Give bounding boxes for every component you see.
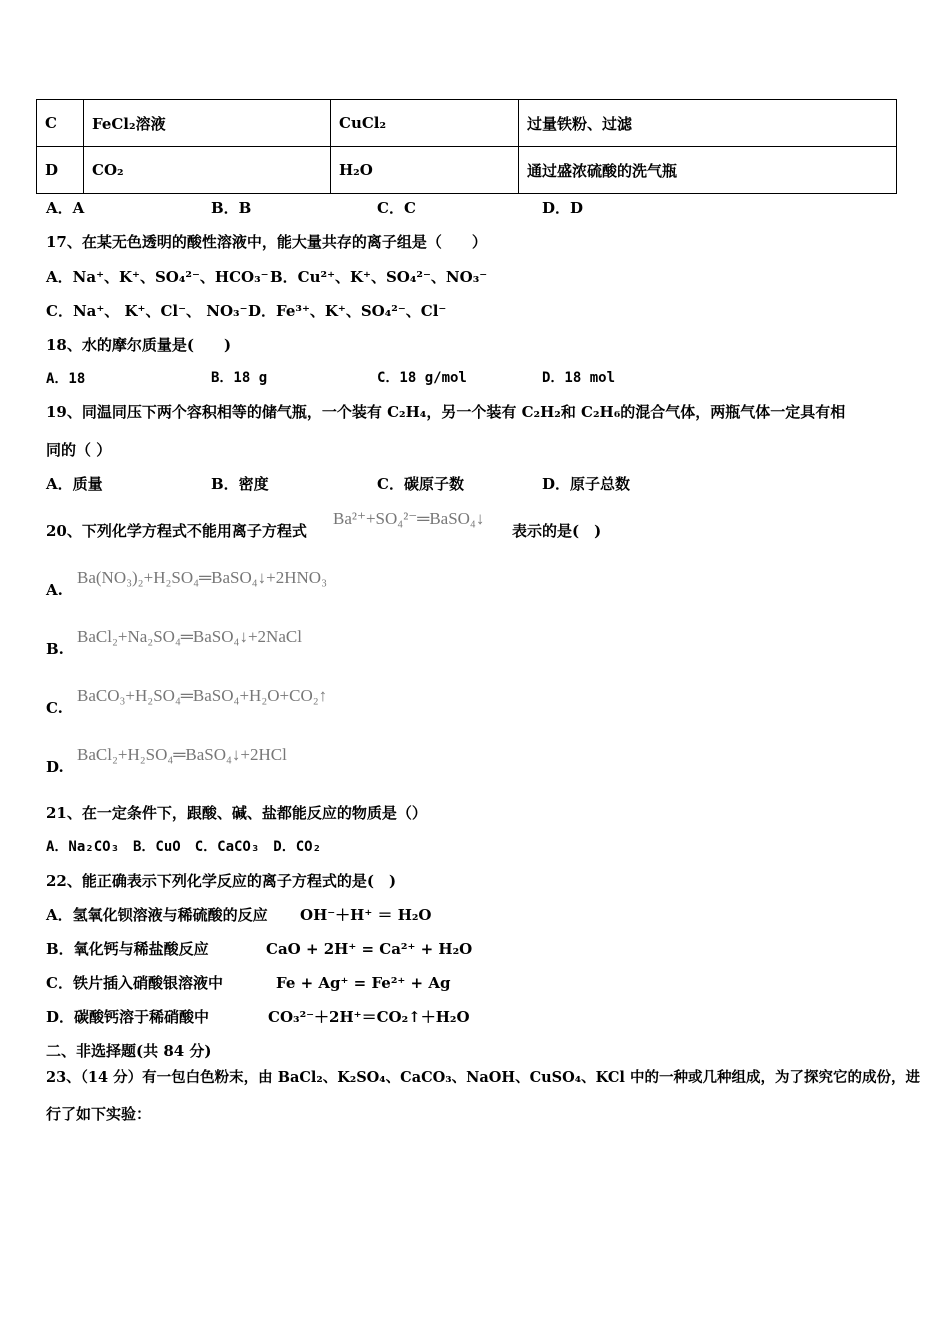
q21-options: A．Na₂CO₃ B．CuO C．CaCO₃ D．CO₂ [46,839,322,855]
q20-ionic-equation: Ba²⁺+SO₄²⁻═BaSO₄↓ [333,509,485,528]
q22-stem: 22、能正确表示下列化学反应的离子方程式的是( ) [46,872,397,890]
q22-option-c-label: C．铁片插入硝酸银溶液中 [46,974,223,992]
q17-option-a: A．Na⁺、K⁺、SO₄²⁻、HCO₃⁻ [46,268,269,286]
table-row [37,147,897,194]
q17-option-c: C．Na⁺、 K⁺、Cl⁻、 NO₃⁻ [46,302,248,320]
q20-equation-a: Ba(NO₃)₂+H₂SO₄═BaSO₄↓+2HNO₃ [77,568,327,587]
row-option: C [37,100,84,147]
row-impurity: CuCl₂ [331,100,519,147]
q18-option-d: D．18 mol [542,370,616,386]
row-method: 过量铁粉、过滤 [519,100,897,147]
table-row [37,100,897,147]
q16-option-d: D．D [542,199,584,217]
q20-label-c: C. [46,699,63,717]
q17-option-d: D．Fe³⁺、K⁺、SO₄²⁻、Cl⁻ [248,302,447,320]
q18-option-c: C．18 g/mol [377,370,467,386]
q22-option-d-label: D．碳酸钙溶于稀硝酸中 [46,1008,210,1026]
q18-option-b: B．18 g [211,370,268,386]
q16-option-c: C．C [377,199,416,217]
q20-equation-d: BaCl₂+H₂SO₄═BaSO₄↓+2HCl [77,745,287,764]
q18-stem: 18、水的摩尔质量是( ) [46,336,232,354]
q19-option-a: A．质量 [46,475,103,493]
q20-label-a: A. [46,581,63,599]
row-method: 通过盛浓硫酸的洗气瓶 [519,147,897,194]
q18-option-a: A．18 [46,371,86,387]
q20-stem-after: 表示的是( ) [512,522,602,540]
q19-stem-line2: 同的（ ） [46,441,112,459]
q22-option-b-label: B．氧化钙与稀盐酸反应 [46,940,209,958]
q23-stem-line1: 23、（14 分）有一包白色粉末，由 BaCl₂、K₂SO₄、CaCO₃、NaOH、CuSO₄、KCl 中的一种或几种组成，为了探究它的成份，进 [46,1069,920,1086]
q17-option-b: B．Cu²⁺、K⁺、SO₄²⁻、NO₃⁻ [270,268,488,286]
q20-equation-c: BaCO₃+H₂SO₄═BaSO₄+H₂O+CO₂↑ [77,686,328,705]
q19-option-d: D．原子总数 [542,475,631,493]
row-impurity: H₂O [331,147,519,194]
q22-option-b-equation: CaO + 2H⁺ = Ca²⁺ + H₂O [266,940,473,958]
q22-option-c-equation: Fe + Ag⁺ = Fe²⁺ + Ag [276,974,451,992]
q22-option-d-equation: CO₃²⁻＋2H⁺＝CO₂↑＋H₂O [268,1008,470,1026]
q16-option-b: B．B [211,199,252,217]
section-heading: 二、非选择题(共 84 分) [46,1042,212,1060]
q20-stem-before: 20、下列化学方程式不能用离子方程式 [46,522,307,540]
q17-stem: 17、在某无色透明的酸性溶液中，能大量共存的离子组是（ ） [46,233,487,251]
q18-options [46,368,85,389]
row-substance: CO₂ [84,147,331,194]
q16-option-a: A．A [46,199,85,217]
q19-stem-line1: 19、同温同压下两个容积相等的储气瓶，一个装有 C₂H₄，另一个装有 C₂H₂和 C₂H₆的混合气体，两瓶气体一定具有相 [46,403,846,421]
row-option: D [37,147,84,194]
reagent-table [36,99,897,194]
q20-label-b: B. [46,640,64,658]
q22-option-a-label: A．氢氧化钡溶液与稀硫酸的反应 [46,906,268,924]
q20-equation-b: BaCl₂+Na₂SO₄═BaSO₄↓+2NaCl [77,627,302,646]
q19-option-c: C．碳原子数 [377,475,464,493]
q20-label-d: D. [46,758,64,776]
q22-option-a-equation: OH⁻＋H⁺ ＝ H₂O [300,906,432,924]
q19-option-b: B．密度 [211,475,269,493]
row-substance: FeCl₂溶液 [84,100,331,147]
q21-stem: 21、在一定条件下，跟酸、碱、盐都能反应的物质是（） [46,804,427,822]
q23-stem-line2: 行了如下实验： [46,1105,152,1123]
